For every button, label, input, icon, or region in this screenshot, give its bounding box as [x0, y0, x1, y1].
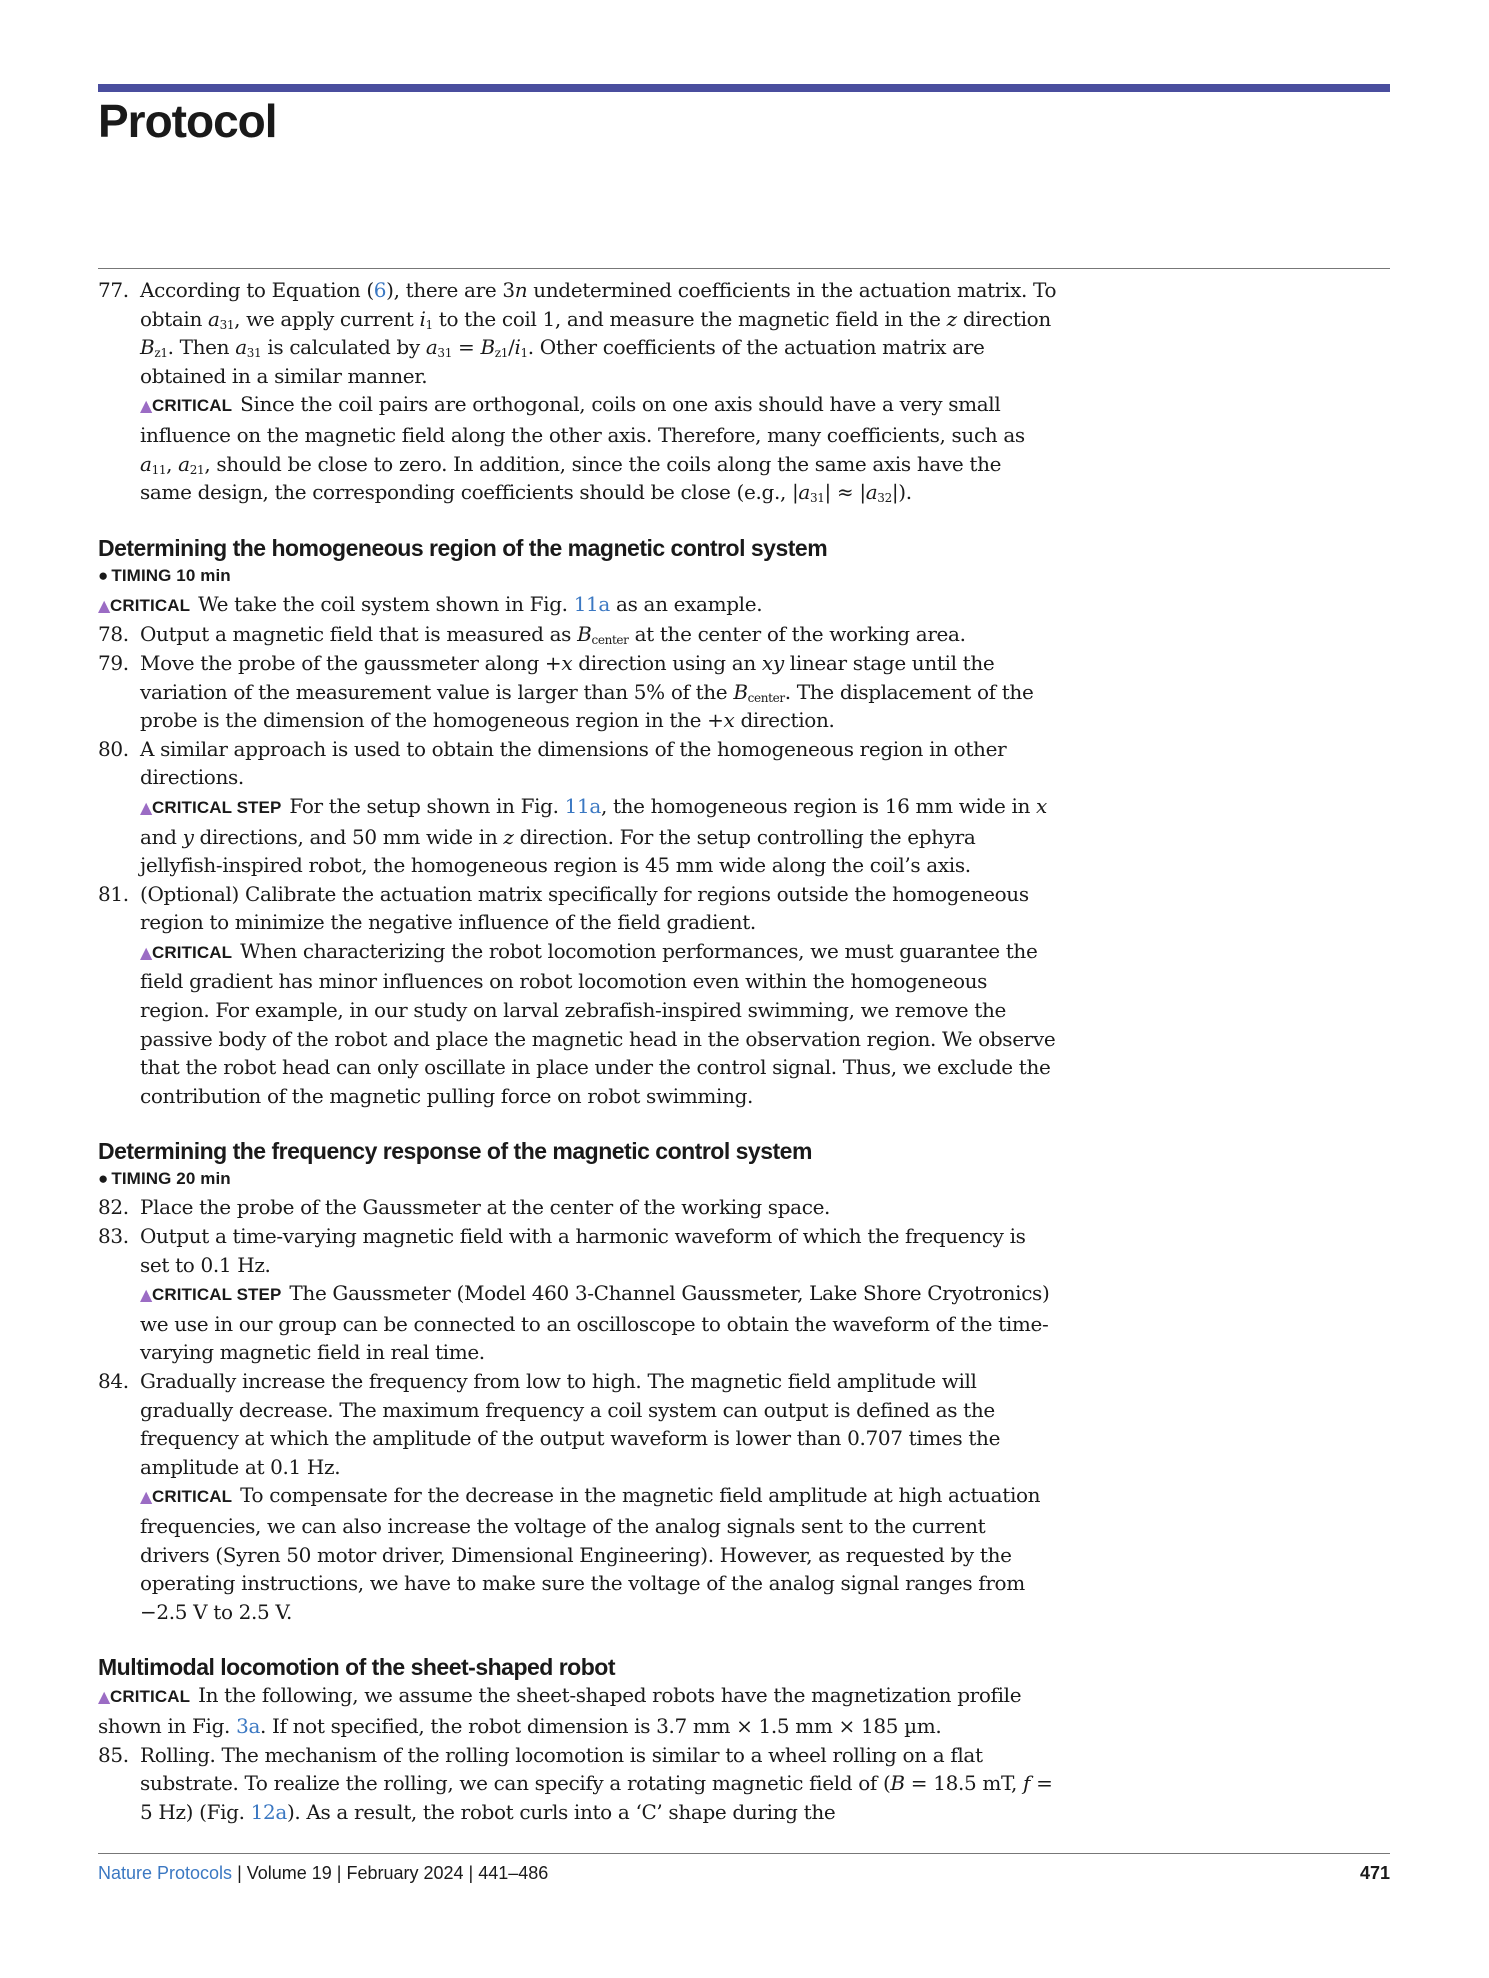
- step-number: 82.: [98, 1195, 129, 1220]
- figure-link[interactable]: 12a: [250, 1799, 287, 1824]
- critical-step-note: ▲CRITICAL STEP The Gaussmeter (Model 460 3-Channel Gaussmeter, Lake Shore Cryotronics) we use in our group can be connected to an oscilloscope to obtain the waveform of the time-varying magnetic field in real time.: [140, 1281, 1050, 1365]
- protocol-body: [98, 276, 1058, 1826]
- step-85: 85. Rolling. The mechanism of the rolling locomotion is similar to a wheel rolling on a flat substrate. To realize the rolling, we can specify a rotating magnetic field of (B = 18.5 mT, f = 5 Hz) (Fig. 12a). As a result, the robot curls into a ‘C’ shape during the: [98, 1742, 1053, 1824]
- critical-note: ▲CRITICAL In the following, we assume the sheet-shaped robots have the magnetization profile shown in Fig. 3a. If not specified, the robot dimension is 3.7 mm × 1.5 mm × 185 µm.: [98, 1683, 1022, 1738]
- section-label: Protocol: [98, 95, 277, 147]
- equation-link[interactable]: 6: [373, 278, 387, 302]
- step-81: 81. (Optional) Calibrate the actuation matrix specifically for regions outside the homogeneous region to minimize the negative influence of the field gradient. ▲CRITICAL When characterizing the robot locomotion performances, we must guarantee the field gradient has minor influences on robot locomotion even within the homogeneous region. For example, in our study on larval zebrafish-inspired swimming, we remove the passive body of the robot and place the magnetic head in the observation region. We observe that the robot head can only oscillate in place under the control signal. Thus, we exclude the contribution of the magnetic pulling force on robot swimming.: [98, 880, 1058, 1111]
- critical-triangle-icon: ▲: [140, 1285, 152, 1305]
- critical-triangle-icon: ▲: [140, 942, 152, 962]
- figure-link[interactable]: 11a: [564, 793, 601, 818]
- footer-divider: [98, 1853, 1390, 1854]
- bullet-icon: ●: [98, 1169, 109, 1189]
- critical-triangle-icon: ▲: [140, 396, 152, 416]
- step-79: 79. Move the probe of the gaussmeter along +x direction using an xy linear stage until the variation of the measurement value is larger than 5% of the $B_{center}$. The displacement of the probe is the dimension of the homogeneous region in the +x direction.: [98, 650, 1034, 733]
- section-heading: Determining the homogeneous region of the magnetic control system: [98, 534, 828, 561]
- critical-note: ▲CRITICAL Since the coil pairs are orthogonal, coils on one axis should have a very small influence on the magnetic field along the other axis. Therefore, many coefficients, such as $a_{11}$, $a_{21}$, should be close to zero. In addition, since the coils along the same axis have the same design, the corresponding coefficients should be close (e.g., $|a_{31}| \approx |a_{32}|$).: [140, 392, 1025, 506]
- step-number: 81.: [98, 881, 129, 906]
- figure-link[interactable]: 11a: [573, 591, 611, 616]
- step-84: 84. Gradually increase the frequency from low to high. The magnetic field amplitude will gradually decrease. The maximum frequency a coil system can output is defined as the frequency at which the amplitude of the output waveform is lower than 0.707 times the amplitude at 0.1 Hz. ▲CRITICAL To compensate for the decrease in the magnetic field amplitude at high actuation frequencies, we can also increase the voltage of the analog signals sent to the current drivers (Syren 50 motor driver, Dimensional Engineering). However, as requested by the operating instructions, we have to make sure the voltage of the analog signal ranges from −2.5 V to 2.5 V.: [98, 1367, 1058, 1626]
- section-heading: Multimodal locomotion of the sheet-shaped robot: [98, 1654, 615, 1681]
- critical-note: ▲CRITICAL To compensate for the decrease in the magnetic field amplitude at high actuation frequencies, we can also increase the voltage of the analog signals sent to the current drivers (Syren 50 motor driver, Dimensional Engineering). However, as requested by the operating instructions, we have to make sure the voltage of the analog signal ranges from −2.5 V to 2.5 V.: [140, 1483, 1041, 1624]
- step-83: 83. Output a time-varying magnetic field with a harmonic waveform of which the frequency is set to 0.1 Hz. ▲CRITICAL STEP The Gaussmeter (Model 460 3-Channel Gaussmeter, Lake Shore Cryotronics) we use in our group can be connected to an oscilloscope to obtain the waveform of the time-varying magnetic field in real time.: [98, 1222, 1058, 1367]
- bullet-icon: ●: [98, 565, 109, 585]
- footer-citation: Nature Protocols | Volume 19 | February 2024 | 441–486: [98, 1863, 549, 1883]
- critical-triangle-icon: ▲: [98, 595, 110, 615]
- timing-line: ● TIMING 10 min: [98, 565, 231, 585]
- step-number: 80.: [98, 736, 129, 761]
- step-80: 80. A similar approach is used to obtain the dimensions of the homogeneous region in other directions. ▲CRITICAL STEP For the setup shown in Fig. 11a, the homogeneous region is 16 mm wide in x and y directions, and 50 mm wide in z direction. For the setup controlling the ephyra jellyfish-inspired robot, the homogeneous region is 45 mm wide along the coil’s axis.: [98, 735, 1058, 880]
- step-number: 77.: [98, 278, 129, 302]
- critical-step-note: ▲CRITICAL STEP For the setup shown in Fig. 11a, the homogeneous region is 16 mm wide in x and y directions, and 50 mm wide in z direction. For the setup controlling the ephyra jellyfish-inspired robot, the homogeneous region is 45 mm wide along the coil’s axis.: [140, 793, 1047, 878]
- journal-link[interactable]: Nature Protocols: [98, 1863, 233, 1883]
- timing-line: ● TIMING 20 min: [98, 1169, 231, 1189]
- step-number: 79.: [98, 650, 129, 675]
- critical-note: ▲CRITICAL When characterizing the robot locomotion performances, we must guarantee the field gradient has minor influences on robot locomotion even within the homogeneous region. For example, in our study on larval zebrafish-inspired swimming, we remove the passive body of the robot and place the magnetic head in the observation region. We observe that the robot head can only oscillate in place under the control signal. Thus, we exclude the contribution of the magnetic pulling force on robot swimming.: [140, 938, 1056, 1108]
- critical-triangle-icon: ▲: [140, 1487, 152, 1507]
- step-number: 78.: [98, 622, 129, 647]
- header-accent-bar: [98, 84, 1390, 92]
- header-divider: [98, 268, 1390, 269]
- step-82: 82. Place the probe of the Gaussmeter at the center of the working space.: [98, 1193, 1058, 1222]
- step-78: 78. Output a magnetic field that is measured as $B_{center}$ at the center of the working area.: [98, 622, 966, 648]
- page-number: 471: [1359, 1863, 1390, 1883]
- step-number: 85.: [98, 1742, 129, 1767]
- step-number: 84.: [98, 1369, 129, 1393]
- step-number: 83.: [98, 1224, 129, 1249]
- critical-triangle-icon: ▲: [140, 797, 152, 817]
- section-heading: Determining the frequency response of the magnetic control system: [98, 1138, 812, 1165]
- critical-triangle-icon: ▲: [98, 1687, 110, 1707]
- critical-note: ▲CRITICAL We take the coil system shown in Fig. 11a as an example.: [98, 591, 763, 616]
- figure-link[interactable]: 3a: [236, 1713, 261, 1738]
- step-77: 77. According to Equation (6), there are 3n undetermined coefficients in the actuation matrix. To obtain $a_{31}$, we apply current $i_1$ to the coil 1, and measure the magnetic field in the z direction $B_{z1}$. Then $a_{31}$ is calculated by $a_{31} = B_{z1}/i_1$. Other coefficients of the actuation matrix are obtained in a similar manner. ▲CRITICAL Since the coil pairs are orthogonal, coils on one axis should have a very small influence on the magnetic field along the other axis. Therefore, many coefficients, such as $a_{11}$, $a_{21}$, should be close to zero. In addition, since the coils along the same axis have the same design, the corresponding coefficients should be close (e.g., $|a_{31}| \approx |a_{32}|$).: [98, 278, 1057, 506]
